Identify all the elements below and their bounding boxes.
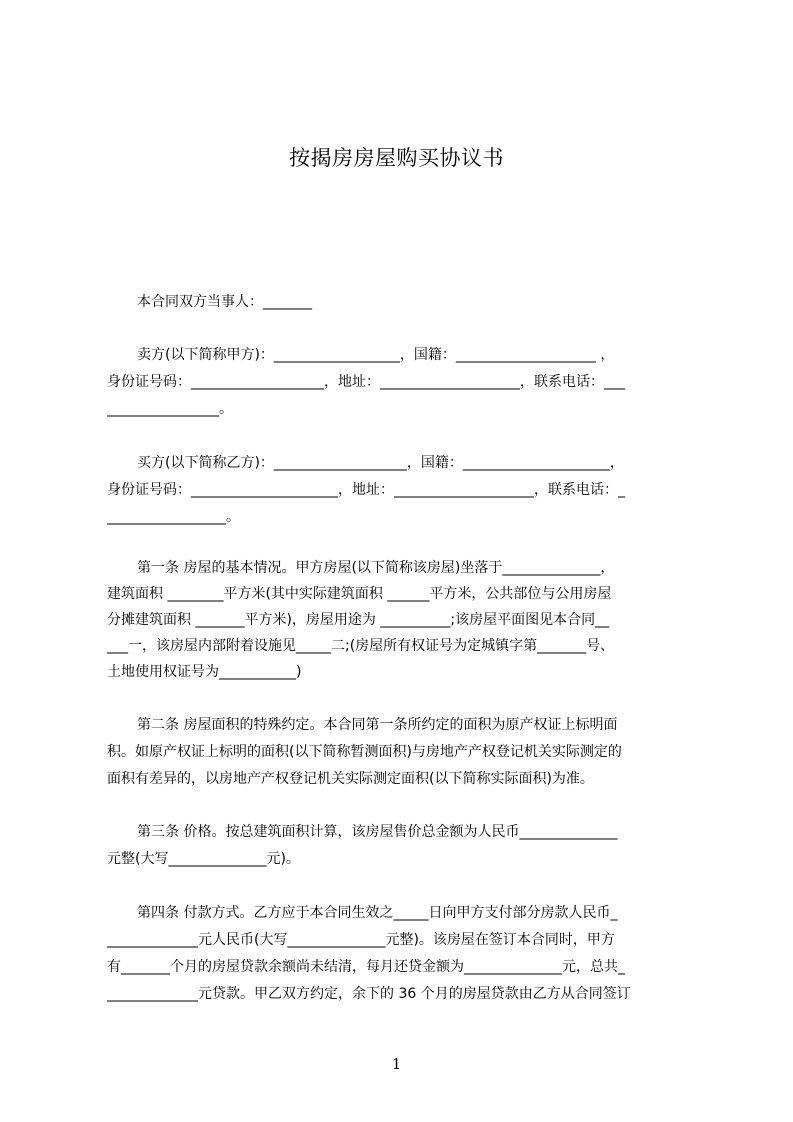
- article-1-line-5: 土地使用权证号为___________): [107, 664, 302, 680]
- article-4-line-1: 第四条 付款方式。乙方应于本合同生效之_____日向甲方支付部分房款人民币_: [137, 905, 618, 921]
- buyer-line-1: 买方(以下简称乙方)：___________________，国籍：_____________________，: [137, 455, 624, 471]
- buyer-line-2: 身份证号码：_____________________，地址：____________________，联系电话：_: [107, 482, 625, 498]
- page-number: 1: [391, 1055, 402, 1073]
- seller-line-2: 身份证号码：___________________，地址：____________________，联系电话：___: [107, 374, 625, 390]
- document-title: 按揭房房屋购买协议书: [289, 146, 504, 170]
- article-1-line-4: ___一，该房屋内部附着设施见_____二;(房屋所有权证号为定城镇字第_______号、: [107, 638, 615, 654]
- buyer-line-3: _________________。: [107, 509, 240, 525]
- seller-line-1: 卖方(以下简称甲方)：__________________，国籍：____________________ ，: [137, 347, 615, 363]
- parties-line: 本合同双方当事人：_______: [137, 294, 312, 310]
- article-2-line-3: 面积有差异的，以房地产产权登记机关实际测定面积(以下简称实际面积)为准。: [107, 771, 594, 787]
- article-2-line-1: 第二条 房屋面积的特殊约定。本合同第一条所约定的面积为原产权证上标明面: [137, 717, 618, 733]
- article-1-line-2: 建筑面积 ________平方米(其中实际建筑面积 ______平方米，公共部位与公用房屋: [107, 586, 612, 602]
- article-4-line-3: 有_______个月的房屋贷款余额尚未结清，每月还贷金额为______________元，总共_: [107, 959, 625, 975]
- seller-line-3: ________________。: [107, 401, 233, 417]
- article-2-line-2: 积。如原产权证上标明的面积(以下简称暂测面积)与房地产产权登记机关实际测定的: [107, 744, 622, 760]
- article-1-line-3: 分摊建筑面积 _______平方米)，房屋用途为 __________;该房屋平面图见本合同__: [107, 612, 610, 628]
- article-4-line-2: _____________元人民币(大写______________元整)。该房屋在签订本合同时，甲方: [107, 932, 615, 948]
- article-3-line-1: 第三条 价格。按总建筑面积计算，该房屋售价总金额为人民币______________: [137, 824, 618, 840]
- article-3-line-2: 元整(大写______________元)。: [107, 851, 300, 867]
- article-4-line-4: _____________元贷款。甲乙双方约定，余下的 36 个月的房屋贷款由乙方从合同签订: [107, 986, 631, 1002]
- article-1-line-1: 第一条 房屋的基本情况。甲方房屋(以下简称该房屋)坐落于______________，: [137, 560, 615, 576]
